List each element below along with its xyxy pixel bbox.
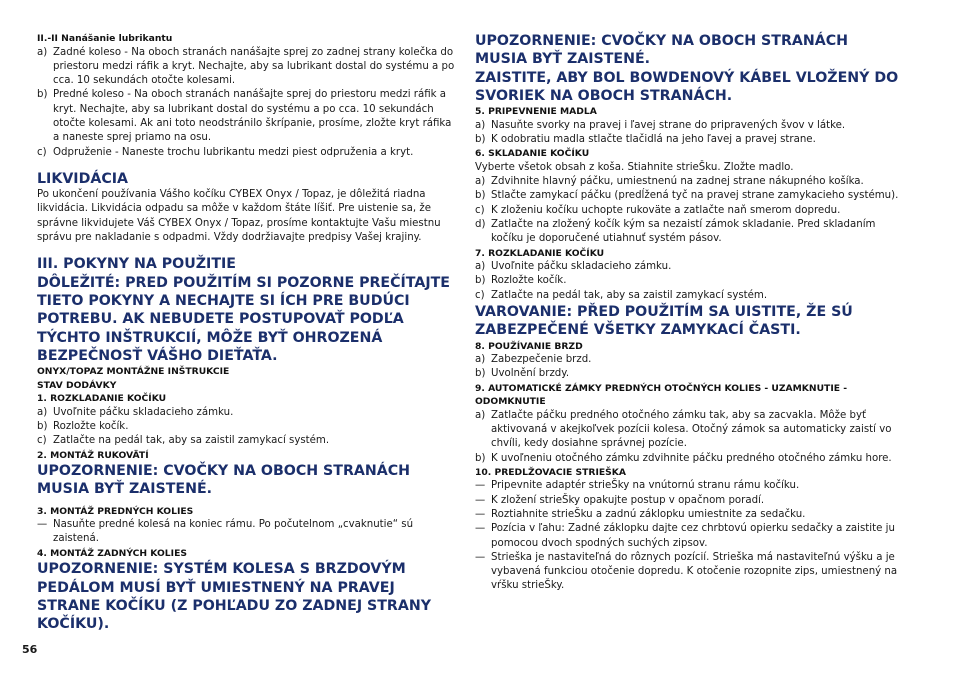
unfolding-item-c: c) Zatlačte na pedál tak, aby sa zaistil zamykací systém. (37, 435, 330, 447)
brakes-item-b: b) Uvolnění brzdy. (475, 368, 570, 380)
canopy-item-4: — Pozícia v ľahu: Zadné záklopku dajte cez chrbtovú opierku sedačky a zaistite ju pomocou dvoch spodných suchých zipsov. (475, 523, 895, 549)
rear-wheels-warning: UPOZORNENIE: SYSTÉM KOLESA S BRZDOVÝM PEDÁLOM MUSÍ BYŤ UMIESTNENÝ NA PRAVEJ STRANE KOČÍKU (Z POHĽADU ZO ZADNEJ STRANY KOČÍKU). (37, 561, 431, 633)
folding-item-d: d) Zatlačte na zložený kočík kým sa nezaistí zámok skladanie. Pred skladaním kočíku je doporučené utiahnuť systém pásov. (475, 218, 876, 245)
unfolding-heading-2: 7. ROZKLADANIE KOČÍKU (475, 247, 605, 259)
unfolding-item-b: b) Rozložte kočík. (37, 420, 129, 432)
unfolding2-item-a: a) Uvoľnite páčku skladacieho zámku. (475, 261, 672, 273)
rear-wheels-heading: 4. MONTÁŽ ZADNÝCH KOLIES (37, 547, 187, 559)
brakes-heading: 8. POUŽÍVANIE BRZD (475, 340, 583, 352)
lubrication-item-b: b) Predné koleso - Na oboch stranách nanášajte sprej do priestoru medzi ráfik a kryt. Nechajte, aby sa lubrikant dostal do systému a po cca. 10 sekundách otočte kolesami. Ak ani toto neodstránilo škrípanie, prosíme, zložte kryt ráfika a naneste sprej priamo na osu. (37, 89, 452, 144)
studs-warning: UPOZORNENIE: CVOČKY NA OBOCH STRANÁCH MUSIA BYŤ ZAISTENÉ. (475, 33, 848, 68)
canopy-item-1: — Pripevnite adaptér strieŠky na vnútornú stranu rámu kočíku. (475, 480, 800, 492)
lubrication-heading: II.-II Nanášanie lubrikantu (37, 33, 173, 44)
handlebar-item-a: a) Nasuňte svorky na pravej i ľavej strane do pripravených švov v látke. (475, 119, 846, 131)
swivel-locks-item-a: a) Zatlačte páčku predného otočného zámku tak, aby sa zacvakla. Môže byť aktivovaná v akejkoľvek pozícii kolesa. Otočný zámok sa automaticky zaistí vo chvíli, kedy dosiahne správnej pozície. (475, 409, 892, 450)
front-wheels-item: — Nasuňte predné kolesá na koniec rámu. Po počutelnom „cvaknutie“ sú zaistená. (37, 519, 414, 545)
folding-heading: 6. SKLADANIE KOČÍKU (475, 148, 590, 160)
disposal-text: Po ukončení používania Vášho kočíku CYBEX Onyx / Topaz, je dôležitá riadna likvidácia. Likvidácia odpadu sa môže v každom štáte líšiť. Pre uistenie sa, že správne likvidujete Váš CYBEX Onyx / Topaz, prosíme kontaktujte Vašu miestnu správu pre nakladanie s odpadmi. Vždy dodržiavajte predpisy Vašej krajiny. (37, 189, 441, 244)
canopy-heading: 10. PREDLŽOVACIE STRIEŠKA (475, 466, 626, 478)
folding-item-c: c) K zloženiu kočíku uchopte rukoväte a zatlačte naň smerom dopredu. (475, 204, 841, 216)
front-wheels-heading: 3. MONTÁŽ PREDNÝCH KOLIES (37, 505, 194, 517)
folding-intro: Vyberte všetok obsah z koša. Stiahnite strieŠku. Zložte madlo. (475, 161, 794, 173)
page-number: 56 (22, 643, 38, 656)
handle-assembly-heading: 2. MONTÁŽ RUKOVÄTÍ (37, 449, 149, 461)
folding-item-a: a) Zdvihnite hlavný páčku, umiestnenú na zadnej strane nákupného košíka. (475, 176, 864, 188)
folding-item-b: b) Stlačte zamykací páčku (predĺžená tyč na pravej strane zamykacieho systému). (475, 190, 899, 202)
unfolding2-item-b: b) Rozložte kočík. (475, 275, 567, 287)
unfolding2-item-c: c) Zatlačte na pedál tak, aby sa zaistil zamykací systém. (475, 289, 768, 301)
bowden-cable-warning: ZAISTITE, ABY BOL BOWDENOVÝ KÁBEL VLOŽENÝ DO SVORIEK NA OBOCH STRANÁCH. (475, 69, 899, 104)
handlebar-heading: 5. PRIPEVNENIE MADLA (475, 106, 597, 118)
left-column (37, 32, 457, 633)
right-column (475, 32, 900, 594)
instructions-heading: III. POKYNY NA POUŽITIE (37, 256, 236, 273)
unfolding-heading: 1. ROZKLADANIE KOČÍKU (37, 393, 167, 405)
unfolding-item-a: a) Uvoľnite páčku skladacieho zámku. (37, 406, 234, 418)
locking-parts-warning: VAROVANIE: PŘED POUŽITÍM SA UISTITE, ŽE SÚ ZABEZPEČENÉ VŠETKY ZAMYKACÍ ČASTI. (475, 303, 853, 339)
lubrication-item-a: a) Zadné koleso - Na oboch stranách nanášajte sprej zo zadnej strany kolečka do priestoru medzi ráfik a kryt. Nechajte, aby sa lubrikant dostal do systému a po cca. 10 sekundách otočte kolesami. (37, 46, 455, 87)
swivel-locks-item-b: b) K uvoľneniu otočného zámku zdvihnite páčku predného otočného zámku hore. (475, 452, 892, 464)
important-warning: DÔLEŽITÉ: PRED POUŽITÍM SI POZORNE PREČÍTAJTE TIETO POKYNY A NECHAJTE SI ÍCH PRE BUDÚCI POTREBU. AK NEBUDETE POSTUPOVAŤ PODĽA TÝCHTO INŠTRUKCIÍ, MÔŽE BYŤ OHROZENÁ BEZPEČNOSŤ VÁŠHO DIEŤAŤA. (37, 274, 450, 364)
disposal-heading: LIKVIDÁCIA (37, 170, 128, 187)
canopy-item-2: — K zložení strieŠky opakujte postup v opačnom poradí. (475, 494, 765, 506)
lubrication-item-c: c) Odpruženie - Naneste trochu lubrikantu medzi piest odpruženia a kryt. (37, 146, 414, 158)
swivel-locks-heading: 9. AUTOMATICKÉ ZÁMKY PREDNÝCH OTOČNÝCH KOLIES - UZAMKNUTIE - ODOMKNUTIE (475, 382, 848, 408)
canopy-item-3: — Roztiahnite strieŠku a zadnú záklopku umiestnite za sedačku. (475, 508, 806, 520)
handle-warning: UPOZORNENIE: CVOČKY NA OBOCH STRANÁCH MUSIA BYŤ ZAISTENÉ. (37, 463, 410, 498)
assembly-heading: ONYX/TOPAZ MONTÁŽNE INŠTRUKCIE (37, 366, 230, 378)
delivery-state-heading: STAV DODÁVKY (37, 379, 117, 391)
brakes-item-a: a) Zabezpečenie brzd. (475, 354, 592, 366)
canopy-item-5: — Strieška je nastaviteľná do rôznych pozícií. Strieška má nastaviteľnú výšku a je vybavená funkciou otočenie dopredu. K otočenie rozopnite zips, umiestnený na vŕšku strieŠky. (475, 551, 898, 592)
handlebar-item-b: b) K odobratiu madla stlačte tlačidlá na jeho ľavej a pravej strane. (475, 133, 816, 145)
